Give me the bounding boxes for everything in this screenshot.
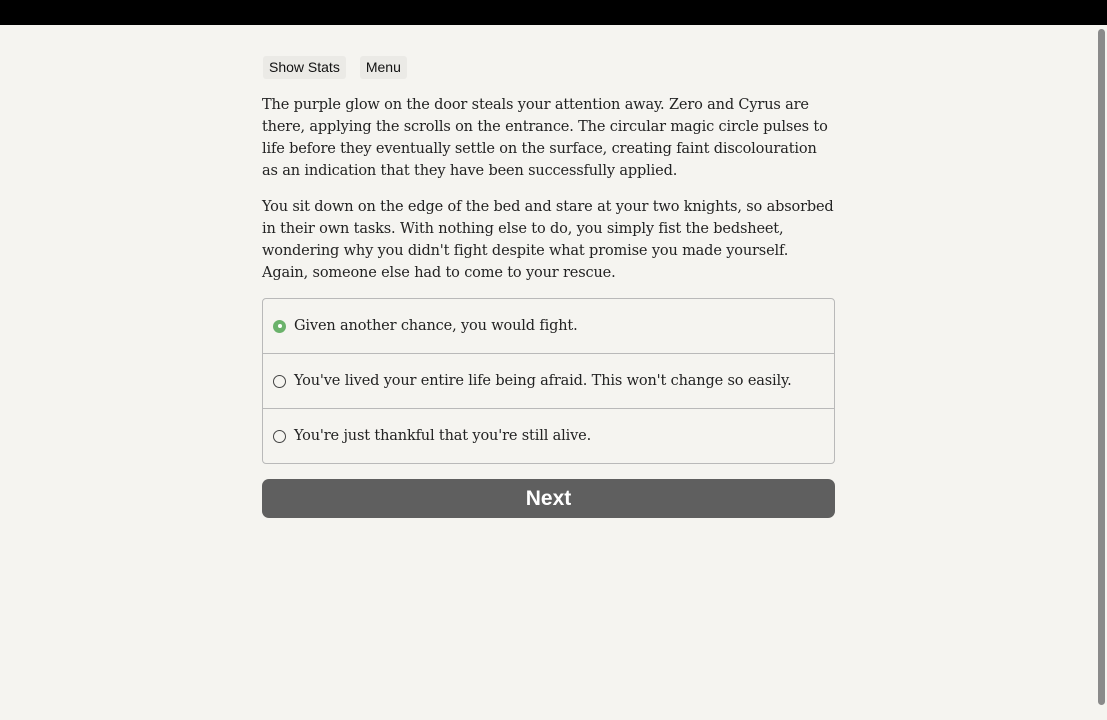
radio-unchecked-icon[interactable]: [273, 430, 286, 443]
story-container: [262, 56, 835, 518]
next-button[interactable]: Next: [262, 479, 835, 518]
top-buttons: [263, 56, 835, 79]
menu-button[interactable]: Menu: [360, 56, 407, 79]
story-passage: [262, 94, 835, 284]
radio-unchecked-icon[interactable]: [273, 375, 286, 388]
passage-paragraph: The purple glow on the door steals your attention away. Zero and Cyrus are there, applying the scrolls on the entrance. The circular magic circle pulses to life before they eventually settle on the surface, creating faint discolouration as an indication that they have been successfully applied.: [262, 97, 828, 179]
scrollbar-thumb[interactable]: [1098, 29, 1105, 705]
passage-paragraph: You sit down on the edge of the bed and stare at your two knights, so absorbed in their own tasks. With nothing else to do, you simply fist the bedsheet, wondering why you didn't fight despite what promise you made yourself. Again, someone else had to come to your rescue.: [262, 199, 834, 281]
choice-label: You've lived your entire life being afraid. This won't change so easily.: [294, 373, 792, 389]
choice-label: Given another chance, you would fight.: [294, 318, 578, 334]
window-top-bar: [0, 0, 1107, 25]
choice-list: [262, 298, 835, 464]
show-stats-button[interactable]: Show Stats: [263, 56, 346, 79]
choice-label: You're just thankful that you're still alive.: [294, 428, 592, 444]
radio-checked-icon[interactable]: [273, 320, 286, 333]
choice-option-2[interactable]: [263, 353, 834, 408]
choice-option-1[interactable]: [263, 299, 834, 353]
choice-option-3[interactable]: [263, 408, 834, 463]
